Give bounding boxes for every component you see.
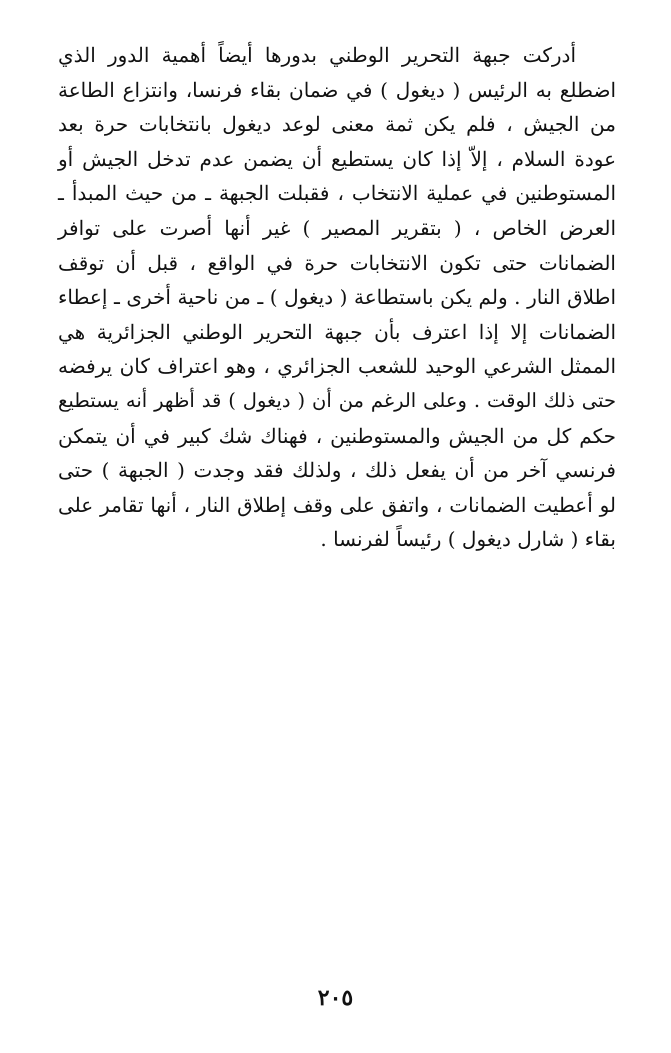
text-line: المستوطنين في عملية الانتخاب ، فقبلت الجبهة ـ من حيث المبدأ ـ xyxy=(58,181,616,206)
text-line: اطلاق النار . ولم يكن باستطاعة ( ديغول ) ـ من ناحية أخرى ـ إعطاء xyxy=(58,285,616,310)
text-line: فرنسي آخر من أن يفعل ذلك ، ولذلك فقد وجدت ( الجبهة ) حتى xyxy=(58,458,616,483)
text-line: اضطلع به الرئيس ( ديغول ) في ضمان بقاء فرنسا، وانتزاع الطاعة xyxy=(58,77,616,102)
text-line: حكم كل من الجيش والمستوطنين ، فهناك شك كبير في أن يتمكن xyxy=(58,423,616,448)
text-line: العرض الخاص ، ( بتقرير المصير ) غير أنها أصرت على توافر xyxy=(58,215,616,240)
text-line: حتى ذلك الوقت . وعلى الرغم من أن ( ديغول ) قد أظهر أنه يستطيع xyxy=(58,388,616,412)
text-line: الممثل الشرعي الوحيد للشعب الجزائري ، وهو اعتراف كان يرفضه xyxy=(58,354,616,379)
text-line: لو أعطيت الضمانات ، واتفق على وقف إطلاق النار ، أنها تقامر على xyxy=(58,492,616,517)
text-line: من الجيش ، فلم يكن ثمة معنى لوعد ديغول بانتخابات حرة بعد xyxy=(58,112,616,137)
page-number: ٢٠٥ xyxy=(317,985,354,1011)
text-line: أدركت جبهة التحرير الوطني بدورها أيضاً أهمية الدور الذي xyxy=(58,43,576,67)
text-line: عودة السلام ، إلاّ إذا كان يستطيع أن يضمن عدم تدخل الجيش أو xyxy=(58,146,616,171)
text-line: بقاء ( شارل ديغول ) رئيساً لفرنسا . xyxy=(320,527,616,552)
body-paragraph xyxy=(58,38,616,557)
text-line: الضمانات حتى تكون الانتخابات حرة في الواقع ، قبل أن توقف xyxy=(58,250,616,275)
text-line: الضمانات إلا إذا اعترف بأن جبهة التحرير الوطني الجزائرية هي xyxy=(58,319,616,344)
